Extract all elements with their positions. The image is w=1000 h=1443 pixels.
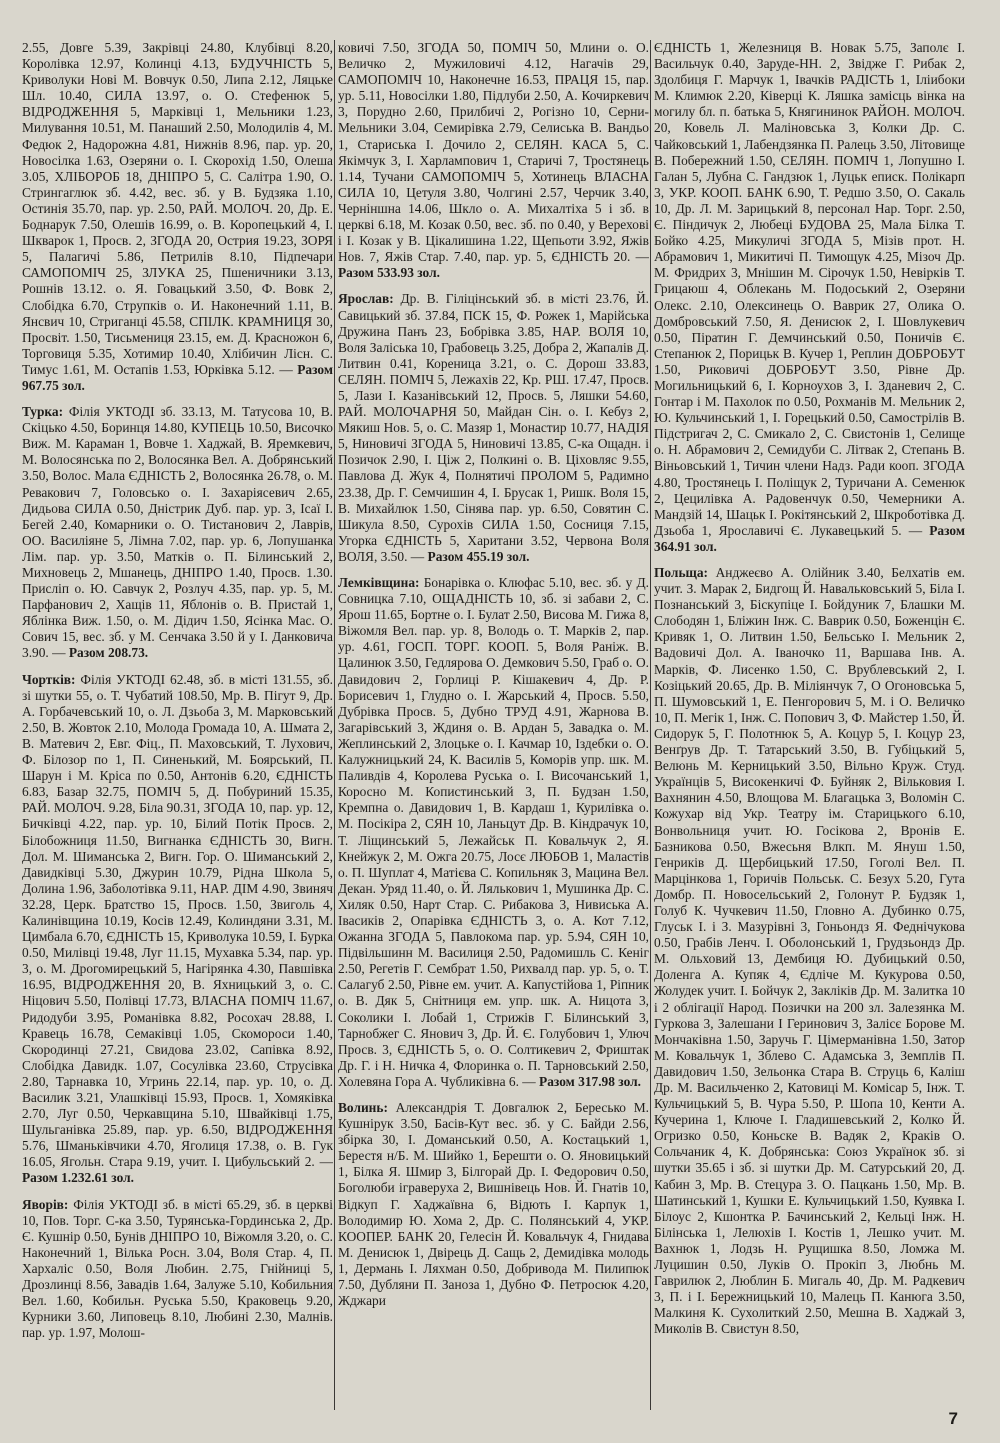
section-total: Разом 364.91 зол. [654,522,965,554]
section-continuation [22,40,333,394]
section-body: 2.55, Довге 5.39, Закрівці 24.80, Клубівці 8.20, Королівка 12.97, Колинці 4.13, БУДУЧНІСТЬ 5, Криволуки Нові М. Вовчук 0.50, Липа 2.12, Ляцьке Шл. 10.40, СИЛА 13.97, о. О. Стефенюк 5, ВІДРОДЖЕННЯ 5, Марківці 1, Мельники 1.23, Милування 10.51, М. Панаший 2.50, Молодилів 4, М. Федюк 2, Надорожна 4.81, Нижнів 8.96, пар. ур. 20, Новосілка 1.63, Озеряни о. І. Скорохід 1.50, Олеша 3.05, ХЛІБОРОБ 18, ДНІПРО 5, С. Салітра 1.90, О. Стрингаглюк зб. 4.42, вес. зб. у В. Будзяка 1.10, Остинія 35.70, пар. ур. 2.50, РАЙ. МОЛОЧ. 20, Др. Е. Боднарук 7.50, Олешів 16.99, о. В. Коропецький 4, І. Шкварок 1, Просв. 2, ЗГОДА 20, Острия 19.23, ЗОРЯ 5, Палагичі 5.86, Петрилів 8.10, Підпечари САМОПОМІЧ 25, ЗЛУКА 25, Пшеничники 3.13, Рошнів 13.12. о. Я. Говацький 3.50, Ф. Вовк 2, Слобідка 6.70, Струпків о. И. Наконечний 1.11, В. Янсвич 10, Стриганці 45.58, СПІЛК. КРАМНИЦЯ 30, Просвіт. 1.50, Тисьмениця 23.15, ем. Д. Красножон 6, Торговиця 5.35, Хотимир 10.40, Хлібичин Лісн. С. Тимус 1.61, М. Остапів 1.53, Юрківка 5.12. — [22,40,333,377]
section-body: Філія УКТОДІ зб. 33.13, М. Татусова 10, В. Скіцько 4.50, Боринця 14.80, КУПЕЦЬ 10.50, Височко Виж. М. Караман 1, Вовче 1. Хаджай, В. Яремкевич, М. Волосянська по 2, Волосянка Вел. А. Добрянський 3.50, Волос. Мала ЄДНІСТЬ 2, Волосянка 26.78, о. М. Ревакович 7, Головсько о. І. Захаріясевич 2.65, Дидьова СИЛА 0.50, Дністрик Дуб. пар. ур. 3, Ісаї І. Бегей 2.40, Комарники о. О. Тистанович 2, Лаврів, ОО. Василіяне 5, Лімна 7.02, пар. ур. 6, Лопушанка Лім. пар. ур. 3.50, Матків о. П. Білинський 2, Михновець 2, Мшанець, ДНІПРО 1.40, Просв. 1.30. Присліп о. Ю. Савчук 2, Розлуч 4.35, пар. ур. 5, М. Парфанович 2, Хащів 11, Яблонів о. В. Пристай 1, Яблінка Виж. 1.50, о. М. Дідич 1.50, Ясінка Мас. О. Сович 15, вес. зб. у М. Сенчака 3.50 й у І. Данковича 3.90. — [22,404,333,661]
section-lemkivshchyna [338,575,649,1090]
section-body: ковичі 7.50, ЗГОДА 50, ПОМІЧ 50, Млини о. О. Величко 2, Мужиловичі 4.12, Нагачів 29, САМОПОМІЧ 10, Наконечне 16.53, ПРАЦЯ 15, пар. ур. 5.11, Новосілки 1.80, Підлуби 2.50, А. Кочиркевич 3, Порудно 2.60, Прилбичі 2, Рогізно 10, Серни-Мельники 3.04, Семирівка 2.79, Селиська В. Вандьо 1, Стариська І. Дочило 2, СЕЛЯН. КАСА 5, С. Якімчук 3, І. Харлампович 1, Старичі 7, Тростянець 1.14, Тучани САМОПОМІЧ 5, Хотинець ВЛАСНА СИЛА 10, Цетуля 3.80, Чолгині 2.57, Черчик 3.40, Черніншна 14.06, Шкло о. А. Михалтіха 5 і зб. в церкві 6.18, М. Козак 0.50, вес. зб. по 0.40, у Верехові і І. Козак у В. Цікалишина 1.22, Щепьоти 3.92, Яжів Нов. 7, Яжів Стар. 7.40, пар. ур. 5, ЄДНІСТЬ 20. — [338,40,649,265]
section-yaroslav [338,291,649,565]
section-body: Др. В. Гіліцінський зб. в місті 23.76, Й. Савицький зб. 37.84, ПСК 15, Ф. Рожек 1, Марійська Дружина Панъ 23, Бобрівка 3.85, НАР. ВОЛЯ 10, Воля Заліська 10, Грабовець 3.25, Добра 2, Жапалів Д. Литвин 0.41, Кореница 3.21, о. С. Дорош 33.83, СЕЛЯН. ПОМІЧ 5, Лежахів 22, Кр. РШ. 17.47, Просв. 5, Лази І. Казанівський 12, Просв. 5, Ляшки 54.60, РАЙ. МОЛОЧАРНЯ 50, Майдан Сін. о. І. Кебуз 2, Мякиш Нов. 5, о. С. Мазяр 1, Монастир 10.77, НАДІЯ 5, Ниновичі ЗГОДА 5, Ниновичі 13.85, С-ка Ощадн. і Позичок 2.90, І. Ціж 2, Полкині о. В. Ціховляс 9.55, Павлова Д. Жук 4, Полнятичі ПРОЛОМ 5, Радимно 23.38, Др. Г. Семчишин 4, І. Брусак 1, Ришк. Воля 15, В. Михайлюк 1.50, Сінява пар. ур. 6.50, Совятин С. Шикула 8.50, Сурохів СИЛА 1.50, Сосниця 7.15, Угорка ЄДНІСТЬ 5, Харитани 3.52, Червона Воля ВОЛЯ, 3.50. — [338,291,649,564]
section-heading: Лемківщина: [338,575,424,590]
text-column-2 [338,40,649,1410]
section-heading: Польща: [654,565,716,580]
section-volyn [338,1100,649,1309]
section-total: Разом 208.73. [68,645,149,661]
section-total: Разом 317.98 зол. [539,1073,641,1089]
section-heading: Чортків: [22,671,81,687]
text-column-1 [22,40,333,1410]
section-heading: Турка: [22,404,69,420]
section-total: Разом 533.93 зол. [338,265,440,281]
section-body: Філія УКТОДІ зб. в місті 65.29, зб. в церкві 10, Пов. Торг. С-ка 3.50, Турянська-Гординська 2, Др. Є. Кушнір 0.50, Бунів ДНІПРО 10, Віжомля 3.20, о. С. Наконечний 1, Вілька Росн. 3.04, Воля Стар. 4, П. Хархаліс 0.50, Воля Любин. 2.75, Гнійниці 5, Дрозлинці 8.56, Завадів 1.64, Залуже 5.10, Кобильния Вел. 1.60, Кобильн. Руська 5.50, Краковець 9.20, Курники 3.60, Липовець 8.10, Любині 2.30, Малнів. пар. ур. 1.97, Молош- [22,1196,333,1341]
column-divider [650,40,651,1410]
section-body: Анджеєво А. Олійник 3.40, Белхатів ем. учит. З. Марак 2, Бидгощ Й. Навальковський 5, Біла І. Познанський 3, Біскупіце І. Бойдуник 7, Блашки М. Слободян 1, Бліжин Інж. С. Ваврик 0.50, Боженцін Є. Кривяк 1, О. Литвин 1.50, Бельсько І. Мельник 2, Вадовичі Дол. А. Іваночко 11, Варшава Інв. А. Марків, Ф. Лисенко 1.50, С. Врублевський 2, І. Козіцький 20.65, Др. В. Міліянчук 7, О Огоновська 5, П. Шумовський 1, Е. Пенгорович 5, М. і О. Величко 10, П. Мегік 1, Інж. С. Попович 3, Ф. Майстер 1.50, Й. Сидорук 5, Г. Полотнюк 5, А. Коцур 5, І. Коцур 23, Венґрув Др. Т. Татарський 3.50, В. Губіцький 5, Велюнь М. Керницький 3.50, Вільно Круж. Студ. Українців 5, Високенкичі Ф. Буйняк 2, Вільковия І. Вахнянин 4.50, Влощова М. Благацька 3, Воломін С. Кожухар від Укр. Театру ім. Старицького 6.10, Вонвольниця учит. Ю. Госікова 2, Вронів Е. Базникова 0.50, Вжесьня Влкп. М. Януш 1.50, Генриків Д. Щербицький 17.50, Гоголі Вел. П. Марцінкова 1, Горичів Польськ. С. Безух 5.20, Гута Домбр. П. Новосельський 2, Голонут Р. Будзяк 1, Голуб К. Чучкевич 11.50, Гловно А. Дубинко 0.75, Глуськ І. і З. Мазурівні 3, Гоньондз Я. Феднічукова 0.50, Грабів Ленч. І. Оболонський 1, Грудзьондз Др. М. Ольховий 13, Дембиця Ю. Дубицький 0.50, Доленга А. Купяк 4, Єдліче М. Кукурова 0.50, Жолудек учит. І. Бойчук 2, Закліків Др. М. Залитка 10 і 2 облігації Народ. Позички на 200 зл. Залезянка М. Гуркова 3, Залешани І Геринович 3, Залісє Борове М. Мончаківна 1.50, Заручь Г. Цімерманівна 1.50, Затор М. Ковальчук 1, Зблево С. Адамська 3, Земплів П. Давидович 1.50, Зельонка Стара В. Струць 6, Каліш Др. М. Васильченко 2, Катовиці М. Комісар 5, Інж. Т. Кульчицький 5, В. Чура 5.50, Р. Шопа 10, Кенти А. Кучерина 1, Ключе І. Гладишевський 2, Колко Й. Огризко 0.50, Коньске В. Вадяк 2, Краків О. Сольчаник 4, К. Добрянська: Союз Українок зб. зі шутки 35.65 і зб. зі шутки Др. М. Сатурський 20, Д. Кабин 3, Мр. В. Стецура 3. О. Пацкань 1.50, Мр. В. Шатинський 1, Кушки Е. Кульчицький 1.50, Куявка І. Білоус 2, Кшонтка Р. Бачинський 2, Кельці Інж. Н. Білінська 1, Лелюхів І. Костів 1, Лешко учит. М. Вахнюк 1, Лодзь Н. Рущишка 8.50, Ломжа М. Луцишин 0.50, Луків О. Прокіп 3, Любнь М. Гаврилюк 2, Люблин Б. Мигаль 40, Др. М. Радкевич 3, П. і І. Бережницький 10, Малець П. Канюга 3.50, Малкиня К. Сухолиткий 2.50, Мешна В. Хаджай 3, Миколів В. Свистун 8.50, [654,565,965,1337]
section-body: Александрія Т. Довгалюк 2, Бересько М. Кушнірук 3.50, Басів-Кут вес. зб. у С. Байди 2.56, збірка 30, І. Доманський 0.50, А. Костацький 1, Берестя н/Б. М. Шийко 1, Берешти о. О. Яновицький 1, Білка Я. Шмир 3, Білгорай Др. І. Федорович 0.50, Боголюби іграверуха 2, Вишнівець Нов. Й. Гнатів 10, Відкуп Г. Хаджаївна 6, Відють І. Карпук 1, Володимир Ю. Хома 2, Др. С. Полянський 4, УКР. КООПЕР. БАНК 20, Гелесін Й. Ковальчук 4, Гнидава М. Денисюк 1, Двірець Д. Сащь 2, Демидівка молодь 1, Дермань І. Ляхман 0.50, Добривода М. Пилипюк 7.50, Дубляни П. Заноза 1, Дубно Ф. Петросюк 4.20, Жджари [338,1100,649,1309]
section-turka [22,404,333,662]
page-number: 7 [948,1409,958,1428]
section-continuation [654,40,965,555]
section-heading: Яворів: [22,1196,74,1212]
section-body: Бонарівка о. Клюфас 5.10, вес. зб. у Д. Совницка 7.10, ОЩАДНІСТЬ 10, зб. зі забави 2, С. Ярош 11.65, Бортне о. І. Булат 2.50, Висова М. Гижа 8, Віжомля Вел. пар. ур. 8, Володь о. Т. Марків 2, пар. ур. 4.61, ГОСП. ТОРГ. КООП. 5, Воля Раніж. В. Цалинюк 3.50, Гедлярова О. Демкович 5.50, Граб о. О. Давидович 2, Горлиці Р. Кішакевич 4, Др. Р. Борисевич 1, Глудно о. І. Жарський 4, Просв. 5.50, Дубрівка Просв. 5, Дубно ТРУД 4.91, Жарнова В. Загарівський 3, Ждиня о. В. Ардан 5, Завадка о. М. Жеплинський 2, Злоцьке о. І. Качмар 10, Іздебки о. О. Калужницький 24, К. Василів 5, Коморів упр. шк. М. Паливдів 4, Королева Руська о. І. Височанський 1, Коросно М. Копистинський 3, П. Будзан 1.50, Кремпна о. Давидович 1, В. Кардаш 1, Курилівка о. М. Посікіра 2, СЯН 10, Ланьцут Др. В. Кіндрачук 10, Т. Ліщинський 5, Лежайськ П. Ковальчук 2, Я. Кнейжук 2, М. Ожга 20.75, Лосє ЛЮБОВ 1, Маластів о. П. Шуплат 4, Матієва С. Копильняк 3, Мацина Вел. Декан. Уряд 11.40, о. Й. Лялькович 1, Мушинка Др. С. Хиляк 0.50, Нарт Стар. С. Рибакова 3, Нивиська А. Івасиків 2, Опарівка ЄДНІСТЬ 3, о. А. Кот 7.12, Ожанна ЗГОДА 5, Павлокома пар. ур. 5.94, СЯН 10, Підвільшинн М. Василиця 2.50, Радомишль С. Кеніг 2.50, Регетів Г. Сембрат 1.50, Рихвалд пар. ур. 5, о. Т. Салагуб 2.50, Рівне ем. учит. А. Капустійова 1, Ріпник о. В. Дяк 5, Снітниця ем. упр. шк. А. Ницота 3, Соколики І. Лобай 1, Стрижів Г. Білинський 3, Тарнобжег С. Янович 3, Др. Й. Є. Голубович 1, Улюч Просв. 3, ЄДНІСТЬ 5, о. О. Солтикевич 2, Фриштак Др. Г. і Н. Ничка 4, Флоринка о. П. Тарновський 2.50, Холевяна Гора А. Чубликівна 6. — [338,575,649,1089]
section-heading: Волинь: [338,1100,396,1115]
section-body: Філія УКТОДІ 62.48, зб. в місті 131.55, зб. зі шутки 55, о. Т. Чубатий 108.50, Мр. В. Пігут 9, Др. А. Горбачевський 10, о. Л. Дзьоба 3, М. Марковський 2.50, В. Жовток 2.10, Молода Громада 10, А. Шмата 2, В. Матевич 2, Евг. Фіц., П. Маховський, Т. Лухович, Ф. Білозор по 1, П. Синенький, М. Боярський, П. Шарун і М. Кріса по 0.50, Антонів 6.20, ЄДНІСТЬ 6.83, Базар 32.75, ПОМІЧ 5, Д. Побуриний 15.35, РАЙ. МОЛОЧ. 9.28, Біла 90.31, ЗГОДА 10, пар. ур. 12, Бичківці 4.22, пар. ур. 10, Білий Потік Просв. 2, Білобожниця 11.50, Вигнанка ЄДНІСТЬ 30, Вигн. Дол. М. Шиманська 2, Вигн. Гор. О. Шиманський 2, Давидківці 5.30, Джурин 10.79, Рідна Школа 5, Долина 1.96, Заболотівка 9.11, НАР. ДІМ 4.90, Звиняч 32.28, Церк. Братство 15, Просв. 1.50, Звиголь 4, Калинівщина 10.19, Косів 12.49, Колиндяни 3.31, М. Цимбала 6.70, ЄДНІСТЬ 15, Криволука 10.59, І. Бурка 0.50, Милівці 19.48, Луг 11.15, Мухавка 5.34, пар. ур. 3, о. М. Дрогомирецький 5, Нагірянка 4.30, Павшівка 16.95, ВІДРОДЖЕННЯ 20, В. Яхницький 3, о. С. Ніцович 5.50, Полівці 17.73, ВЛАСНА ПОМІЧ 11.67, Ридодуби 3.95, Романівка 8.82, Росохач 28.88, І. Кравець 16.78, Семаківці 1.05, Скомороси 1.40, Скородинці 27.21, Свидова 23.02, Сапівка 8.92, Слобідка Давидк. 1.07, Сосулівка 23.60, Струсівка 2.80, Тарнавка 10, Угринь 22.14, пар. ур. 10, о. Д. Василик 3.21, Улашківці 15.93, Просв. 1, Хомяківка 2.70, Луг 0.50, Черкавщина 5.10, Швайківці 1.75, Шульганівка 25.89, пар. ур. 6.50, ВІДРОДЖЕННЯ 5.76, Шманьківчики 4.70, Яголиця 17.38, о. В. Гук 16.05, Ягольн. Стара 9.19, учит. І. Цибульський 2. — [22,671,333,1170]
section-heading: Ярослав: [338,291,401,307]
column-divider [334,40,335,1410]
section-body: ЄДНІСТЬ 1, Железниця В. Новак 5.75, Заполє І. Васильчук 0.40, Заруде-НН. 2, Звідже Г. Рибак 2, Здолбиця Г. Марчук 1, Івачків РАДІСТЬ 1, Іліибоки М. Климюк 2.20, Ківерці К. Ляшка замісць вінка на могилу бл. п. батька 5, Княгининок РАЙОН. МОЛОЧ. 20, Ковель Л. Маліновська 3, Колки Др. С. Чайковський 1, Лабендзянка П. Ралець 3.50, Літовище В. Побережний 1.50, СЕЛЯН. ПОМІЧ 1, Лопушно І. Галан 5, Лубна С. Гандзюк 1, Луцьк еписк. Полікарп 3, УКР. КООП. БАНК 6.90, Т. Редшо 3.50, О. Сакаль 10, Др. Л. М. Зарицький 8, персонал Нар. Торг. 2.50, Є. Піндичук 2, Любеці БУДОВА 25, Мала Білка Т. Бойко 4.25, Микуличі ЗГОДА 5, Мізів прот. Н. Абрамович 1, Микитичі П. Тимощук 4.25, Мізоч Др. М. Фридрих 3, Мнішин М. Сірочук 1.50, Невірків Т. Грицаюш 4, Облекань М. Подоський 2, Озеряни Олекс. 2.10, Олексинець О. Ваврик 27, Олика О. Домбровський 7.50, Я. Денисюк 2, І. Шовлукевич 0.50, Піратин Г. Демчинський 0.50, Поничів Є. Степанюк 2, Порицьк В. Кучер 1, Реплин ДОБРОБУТ 1.50, Риковичі ДОБРОБУТ 3.50, Рівне Др. Могильницький 6, І. Корноухов 3, І. Зданевич 2, С. Гонтар і М. Пахолок по 0.50, Рохманів М. Мельник 2, Ю. Кульчинський 1, І. Горецький 0.50, Самострілів В. Підстригач 2, С. Смикало 2, С. Свистонів 1, Селище о. Н. Абрамович 2, Семидуби С. Літвак 2, Степань В. Віньовський 1, Тичин члени Надз. Ради кооп. ЗГОДА 4.80, Тростянець І. Поліщук 2, Туричани А. Семенюк 2, Цецилівка А. Радовенчук 0.50, Чемерники А. Мандзій 14, Шацьк І. Рокітянський 2, Шкроботівка Д. Дзьоба 1, Ярославичі Є. Лукавецький 5. — [654,40,965,538]
section-total: Разом 455.19 зол. [427,548,530,564]
section-chortkiv [22,672,333,1187]
text-column-3 [654,40,965,1410]
section-polshcha [654,565,965,1338]
section-yavoriv [22,1197,333,1342]
section-total: Разом 1.232.61 зол. [22,1170,134,1186]
section-continuation [338,40,649,281]
section-total: Разом 967.75 зол. [22,361,333,393]
